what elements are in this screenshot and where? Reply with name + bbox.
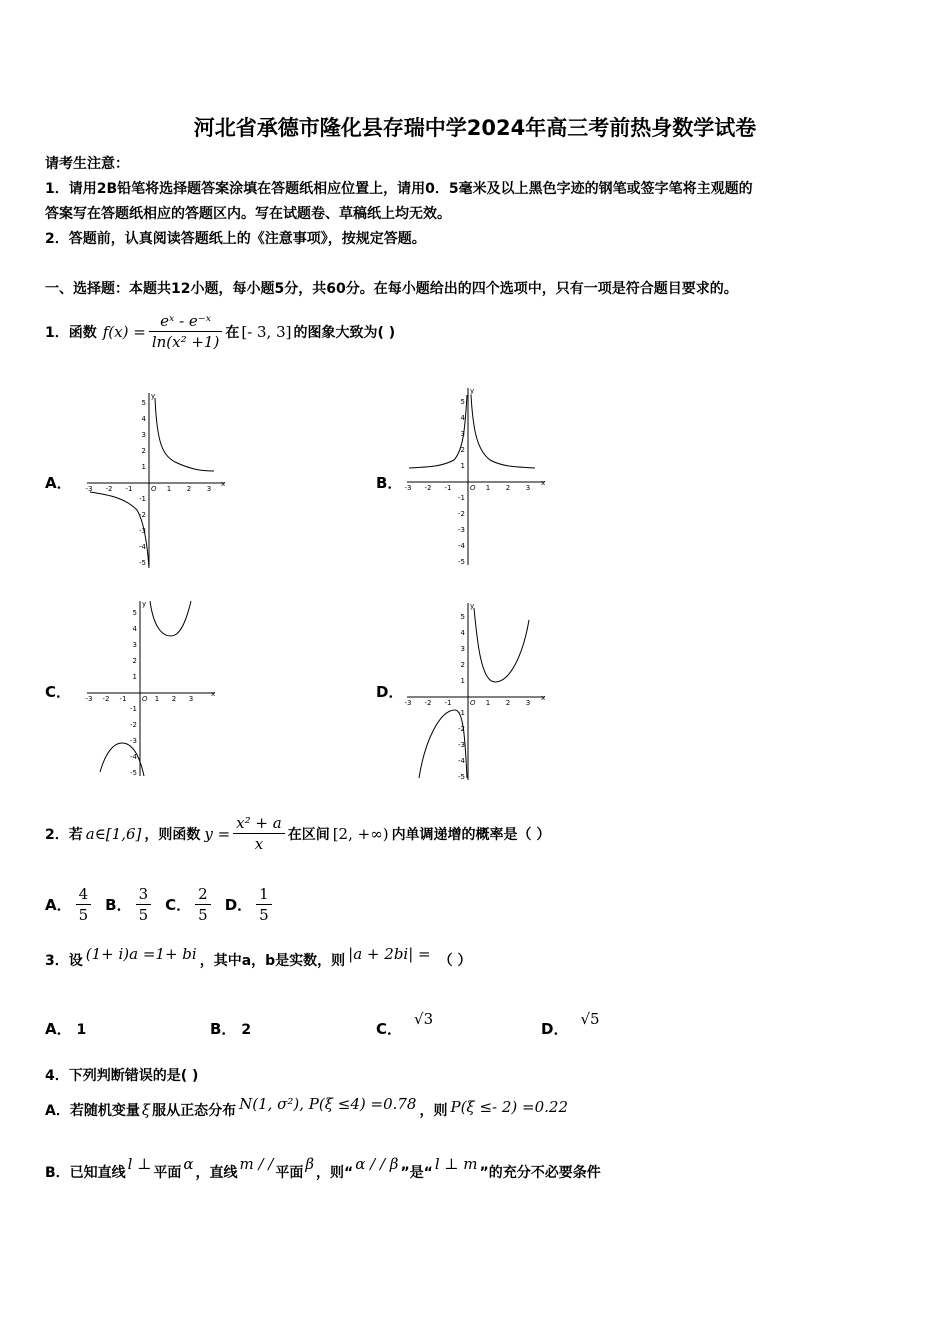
curve-d-right <box>474 608 529 682</box>
q1-suffix: 的图象大致为( ) <box>293 324 396 341</box>
y-tick-label: 2 <box>132 657 137 665</box>
x-tick-label: 1 <box>485 699 491 707</box>
q4-a-xi: ξ <box>141 1101 151 1119</box>
y-axis-name: y <box>151 392 156 400</box>
y-tick-label: -2 <box>130 721 137 729</box>
q2-option-d-den: 5 <box>259 906 269 924</box>
origin-label: O <box>142 695 148 703</box>
q2-option-b-den: 5 <box>138 906 149 924</box>
y-tick-label: 5 <box>132 609 137 617</box>
y-tick-label: 5 <box>141 399 146 407</box>
q2-option-b-fraction <box>136 885 152 924</box>
x-tick-label: -2 <box>424 484 432 492</box>
y-tick-label: -4 <box>458 542 465 550</box>
q2-lhs: y = <box>204 824 231 843</box>
origin-label: O <box>151 485 157 493</box>
q3-option-b-value: 2 <box>241 1022 252 1038</box>
y-tick-label: -1 <box>458 709 465 717</box>
q2-option-c-label[interactable]: C． <box>165 896 192 914</box>
notice-line-2: 答案写在答题纸相应的答题区内。写在试题卷、草稿纸上均无效。 <box>45 206 451 222</box>
q2-option-b-label[interactable]: B． <box>105 896 132 914</box>
curve-a-right <box>155 398 214 471</box>
q4-a-mid: 服从正态分布 <box>152 1103 237 1119</box>
q4-option-a[interactable] <box>45 1095 568 1120</box>
x-tick-label: 2 <box>505 699 511 707</box>
y-tick-label: 4 <box>460 414 465 422</box>
x-tick-label: 1 <box>154 695 160 703</box>
y-tick-label: 1 <box>141 463 146 471</box>
q1-denominator: ln(x² +1) <box>151 333 220 351</box>
y-axis-name: y <box>470 602 475 610</box>
y-tick-label: -4 <box>458 757 465 765</box>
question-4: 4．下列判断错误的是( ) <box>45 1068 199 1084</box>
q1-option-d[interactable]: D． <box>376 683 404 701</box>
notice-line-1: 1．请用2B铅笔将选择题答案涂填在答题纸相应位置上，请用0．5毫米及以上黑色字迹的钢笔或签字笔将主观题的 <box>45 181 753 197</box>
q4-b-m: m / / <box>239 1155 274 1173</box>
y-tick-label: -2 <box>458 510 465 518</box>
question-3 <box>45 945 472 970</box>
notice-heading: 请考生注意： <box>45 156 129 172</box>
q3-option-b[interactable] <box>210 1018 251 1039</box>
q2-option-c-fraction <box>195 885 211 924</box>
x-tick-label: -3 <box>405 699 412 707</box>
x-tick-label: 3 <box>525 699 531 707</box>
q2-option-b-num: 3 <box>136 885 152 905</box>
x-tick-label: -3 <box>85 485 93 493</box>
x-tick-label: -1 <box>444 484 452 492</box>
y-tick-label: -5 <box>139 559 146 567</box>
q3-abs-expression: |a + 2bi| = <box>348 945 431 963</box>
q3-option-d[interactable] <box>541 1010 600 1039</box>
q3-expression: (1+ i)a =1+ bi <box>85 945 197 963</box>
question-1 <box>45 312 395 351</box>
graph-d <box>405 600 555 785</box>
y-tick-label: 3 <box>460 645 465 653</box>
x-tick-label: -1 <box>444 699 452 707</box>
q3-suffix: （ ） <box>438 953 472 969</box>
q4-b-beta: β <box>305 1155 315 1173</box>
q2-mid-1: ，则函数 <box>144 826 201 843</box>
y-tick-label: 3 <box>132 641 137 649</box>
y-tick-label: 3 <box>460 430 465 438</box>
q4-b-suffix: ”的充分不必要条件 <box>479 1165 601 1181</box>
q1-interval: [- 3, 3] <box>241 322 292 341</box>
q4-b-plane-2: 平面 <box>275 1165 304 1181</box>
q2-option-d-fraction <box>256 885 272 924</box>
y-tick-label: 4 <box>460 629 465 637</box>
q2-option-c-num: 2 <box>195 885 211 905</box>
q2-prefix: 2．若 <box>45 826 83 843</box>
origin-label: O <box>470 699 476 707</box>
y-tick-label: 5 <box>460 613 465 621</box>
y-tick-label: 4 <box>141 415 146 423</box>
x-tick-label: 3 <box>206 485 212 493</box>
y-axis-name: y <box>142 600 147 608</box>
q2-option-d-num: 1 <box>256 885 272 905</box>
x-axis-name: x <box>221 480 226 488</box>
q4-a-prefix: A．若随机变量 <box>45 1103 140 1119</box>
y-tick-label: 2 <box>460 446 465 454</box>
q2-condition: a∈[1,6] <box>85 824 142 843</box>
q4-option-b[interactable] <box>45 1155 601 1182</box>
x-tick-label: 2 <box>186 485 192 493</box>
y-tick-label: -1 <box>130 705 137 713</box>
q3-option-b-label: B． <box>210 1020 237 1038</box>
x-tick-label: 1 <box>485 484 491 492</box>
y-tick-label: -3 <box>458 741 465 749</box>
q2-option-c-den: 5 <box>198 906 208 924</box>
q4-b-alpha: α <box>183 1155 194 1173</box>
q4-a-expression: N(1, σ²), P(ξ ≤4) =0.78 <box>239 1095 417 1113</box>
q3-option-a[interactable] <box>45 1018 86 1039</box>
q4-b-l: l ⊥ <box>127 1155 152 1173</box>
x-tick-label: -2 <box>424 699 432 707</box>
x-tick-label: 3 <box>525 484 531 492</box>
y-tick-label: 5 <box>460 398 465 406</box>
q2-option-a-den: 5 <box>78 906 89 924</box>
y-tick-label: 3 <box>141 431 146 439</box>
y-axis-name: y <box>470 387 475 395</box>
y-tick-label: -1 <box>139 495 146 503</box>
y-tick-label: 2 <box>460 661 465 669</box>
x-tick-label: 2 <box>171 695 177 703</box>
y-tick-label: -4 <box>130 753 137 761</box>
q2-numerator: x² + a <box>233 814 285 834</box>
x-tick-label: -3 <box>85 695 93 703</box>
x-axis-name: x <box>541 479 546 487</box>
y-tick-label: 1 <box>460 677 465 685</box>
curve-b-left <box>409 395 467 468</box>
y-tick-label: 4 <box>132 625 137 633</box>
x-tick-label: 3 <box>188 695 194 703</box>
q1-option-c[interactable]: C． <box>45 683 72 701</box>
q4-a-then: ，则 <box>419 1103 448 1119</box>
q4-b-condition-2: l ⊥ m <box>434 1155 478 1173</box>
q3-option-c-value: √3 <box>414 1010 434 1028</box>
q2-option-a-fraction <box>76 885 92 924</box>
q2-suffix: 内单调递增的概率是（ ） <box>391 826 551 843</box>
y-tick-label: -5 <box>130 769 137 777</box>
y-tick-label: -5 <box>458 558 465 566</box>
origin-label: O <box>470 484 476 492</box>
q2-interval: [2, +∞) <box>332 824 389 843</box>
y-tick-label: -2 <box>458 725 465 733</box>
question-2 <box>45 814 550 853</box>
q4-a-result: P(ξ ≤- 2) =0.22 <box>450 1098 568 1116</box>
q4-b-then: ，则“ <box>316 1165 354 1181</box>
q4-b-mid: ，直线 <box>195 1165 238 1181</box>
q3-option-d-label: D． <box>541 1020 569 1038</box>
q1-option-b[interactable]: B． <box>376 474 403 492</box>
q3-option-a-label: A． <box>45 1020 72 1038</box>
q4-b-prefix: B．已知直线 <box>45 1165 126 1181</box>
notice-line-3: 2．答题前，认真阅读答题纸上的《注意事项》，按规定答题。 <box>45 231 426 247</box>
q2-option-a-label[interactable]: A． <box>45 896 72 914</box>
q2-fraction <box>233 814 285 853</box>
q2-option-d-label[interactable]: D． <box>224 896 253 914</box>
graph-a <box>85 390 235 570</box>
q4-b-condition-1: α / / β <box>355 1155 399 1173</box>
y-tick-label: 1 <box>460 462 465 470</box>
y-tick-label: -2 <box>139 511 146 519</box>
q1-fraction <box>149 312 223 351</box>
q4-b-plane-1: 平面 <box>153 1165 182 1181</box>
x-tick-label: 2 <box>505 484 511 492</box>
q3-option-c-label: C． <box>376 1020 403 1038</box>
q3-mid: ，其中a，b是实数，则 <box>199 953 346 969</box>
q2-mid-2: 在区间 <box>287 826 330 843</box>
q2-option-a-num: 4 <box>76 885 92 905</box>
q1-lhs: f(x) = <box>102 322 146 341</box>
curve-c-right <box>150 601 191 636</box>
q4-b-is: ”是“ <box>400 1165 433 1181</box>
q3-prefix: 3．设 <box>45 953 83 969</box>
x-tick-label: -1 <box>125 485 133 493</box>
y-tick-label: -5 <box>458 773 465 781</box>
y-tick-label: -4 <box>139 543 146 551</box>
q3-option-a-value: 1 <box>76 1022 87 1038</box>
section-heading: 一、选择题：本题共12小题，每小题5分，共60分。在每小题给出的四个选项中，只有一项是符合题目要求的。 <box>45 281 738 297</box>
x-tick-label: -2 <box>105 485 113 493</box>
curve-c-left <box>100 743 144 776</box>
y-tick-label: -3 <box>139 527 146 535</box>
q1-numerator: eˣ - e⁻ˣ <box>149 312 223 332</box>
curve-b-right <box>471 395 535 468</box>
y-tick-label: -3 <box>130 737 137 745</box>
x-tick-label: -3 <box>405 484 412 492</box>
q3-option-d-value: √5 <box>580 1010 600 1028</box>
x-tick-label: -2 <box>102 695 110 703</box>
y-tick-label: -1 <box>458 494 465 502</box>
graph-b <box>405 385 555 570</box>
y-tick-label: -3 <box>458 526 465 534</box>
page-title: 河北省承德市隆化县存瑞中学2024年高三考前热身数学试卷 <box>193 116 757 140</box>
y-tick-label: 2 <box>141 447 146 455</box>
q2-denominator: x <box>254 835 264 853</box>
y-tick-label: 1 <box>132 673 137 681</box>
q3-option-c[interactable] <box>376 1010 433 1039</box>
q1-option-a[interactable]: A． <box>45 474 72 492</box>
x-tick-label: 1 <box>166 485 172 493</box>
x-tick-label: -1 <box>119 695 127 703</box>
graph-c <box>85 598 235 783</box>
q2-options <box>45 885 286 924</box>
x-axis-name: x <box>211 690 216 698</box>
q1-prefix: 1．函数 <box>45 324 97 341</box>
q1-mid: 在 <box>225 324 240 341</box>
x-axis-name: x <box>541 694 546 702</box>
